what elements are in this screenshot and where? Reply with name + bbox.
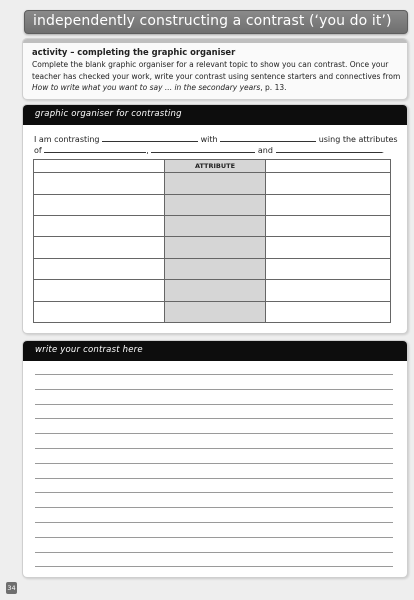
writing-line[interactable]: [35, 522, 393, 523]
attribute-cell[interactable]: [164, 301, 266, 322]
writing-line[interactable]: [35, 374, 393, 375]
contrast-header: [23, 341, 407, 361]
table-row: [34, 194, 391, 215]
table-cell[interactable]: [34, 258, 165, 279]
blank-item-2[interactable]: [220, 133, 316, 142]
table-cell[interactable]: [266, 237, 391, 258]
attribute-cell[interactable]: [164, 258, 266, 279]
table-cell[interactable]: [34, 237, 165, 258]
label-with: with: [200, 135, 218, 144]
writing-line[interactable]: [35, 448, 393, 449]
activity-box: [22, 38, 408, 100]
table-header-row: [34, 160, 391, 173]
table-cell[interactable]: [34, 194, 165, 215]
attribute-cell[interactable]: [164, 237, 266, 258]
page-title: independently constructing a contrast (‘you do it’): [33, 13, 392, 29]
table-cell[interactable]: [34, 216, 165, 237]
contrast-heading: write your contrast here: [35, 345, 143, 355]
activity-page-ref: , p. 13.: [260, 83, 287, 92]
label-using-attributes: using the attributes: [318, 135, 398, 144]
writing-line[interactable]: [35, 404, 393, 405]
attribute-cell[interactable]: [164, 216, 266, 237]
graphic-organiser-box: [22, 104, 408, 334]
blank-attribute-1[interactable]: [44, 144, 146, 153]
table-cell[interactable]: [34, 280, 165, 301]
writing-line[interactable]: [35, 507, 393, 508]
writing-line[interactable]: [35, 492, 393, 493]
table-cell[interactable]: [266, 173, 391, 194]
writing-line[interactable]: [35, 478, 393, 479]
writing-line[interactable]: [35, 433, 393, 434]
activity-heading: activity – completing the graphic organiser: [32, 47, 236, 57]
table-row: [34, 237, 391, 258]
table-cell[interactable]: [266, 194, 391, 215]
attribute-cell[interactable]: [164, 194, 266, 215]
table-row: [34, 258, 391, 279]
blank-attribute-2[interactable]: [151, 144, 255, 153]
table-cell[interactable]: [266, 280, 391, 301]
organiser-heading: graphic organiser for contrasting: [35, 109, 182, 119]
table-row: [34, 301, 391, 322]
table-cell[interactable]: [266, 301, 391, 322]
title-bar: [24, 10, 408, 34]
contrast-sentence-line-2: [34, 144, 384, 155]
table-cell[interactable]: [34, 160, 165, 173]
table-cell[interactable]: [266, 216, 391, 237]
table-cell[interactable]: [266, 160, 391, 173]
activity-book-title: How to write what you want to say ... in the secondary years: [32, 83, 261, 92]
writing-line[interactable]: [35, 552, 393, 553]
attribute-cell[interactable]: [164, 280, 266, 301]
table-cell[interactable]: [266, 258, 391, 279]
write-contrast-box: [22, 340, 408, 578]
attribute-cell[interactable]: [164, 173, 266, 194]
table-row: [34, 216, 391, 237]
contrast-sentence-line-1: [34, 133, 398, 144]
full-stop: .: [381, 146, 385, 155]
organiser-table: [33, 159, 391, 323]
activity-instructions: [32, 59, 402, 94]
writing-line[interactable]: [35, 418, 393, 419]
page-number: 34: [7, 584, 16, 592]
label-and: and: [257, 146, 273, 155]
writing-line[interactable]: [35, 463, 393, 464]
table-row: [34, 280, 391, 301]
writing-line[interactable]: [35, 566, 393, 567]
activity-body-text: Complete the blank graphic organiser for a relevant topic to show you can contrast. Once your teacher has checked your work, write your contrast using sentence starters and connectives from: [32, 60, 401, 81]
activity-top-rule: [23, 39, 407, 43]
table-cell[interactable]: [34, 301, 165, 322]
writing-line[interactable]: [35, 537, 393, 538]
table-cell[interactable]: [34, 173, 165, 194]
writing-line[interactable]: [35, 389, 393, 390]
comma: ,: [146, 146, 149, 155]
label-i-am-contrasting: I am contrasting: [34, 135, 100, 144]
organiser-header: [23, 105, 407, 125]
blank-item-1[interactable]: [102, 133, 198, 142]
attribute-header: ATTRIBUTE: [164, 160, 266, 173]
blank-attribute-3[interactable]: [276, 144, 382, 153]
label-of: of: [34, 146, 42, 155]
table-row: [34, 173, 391, 194]
